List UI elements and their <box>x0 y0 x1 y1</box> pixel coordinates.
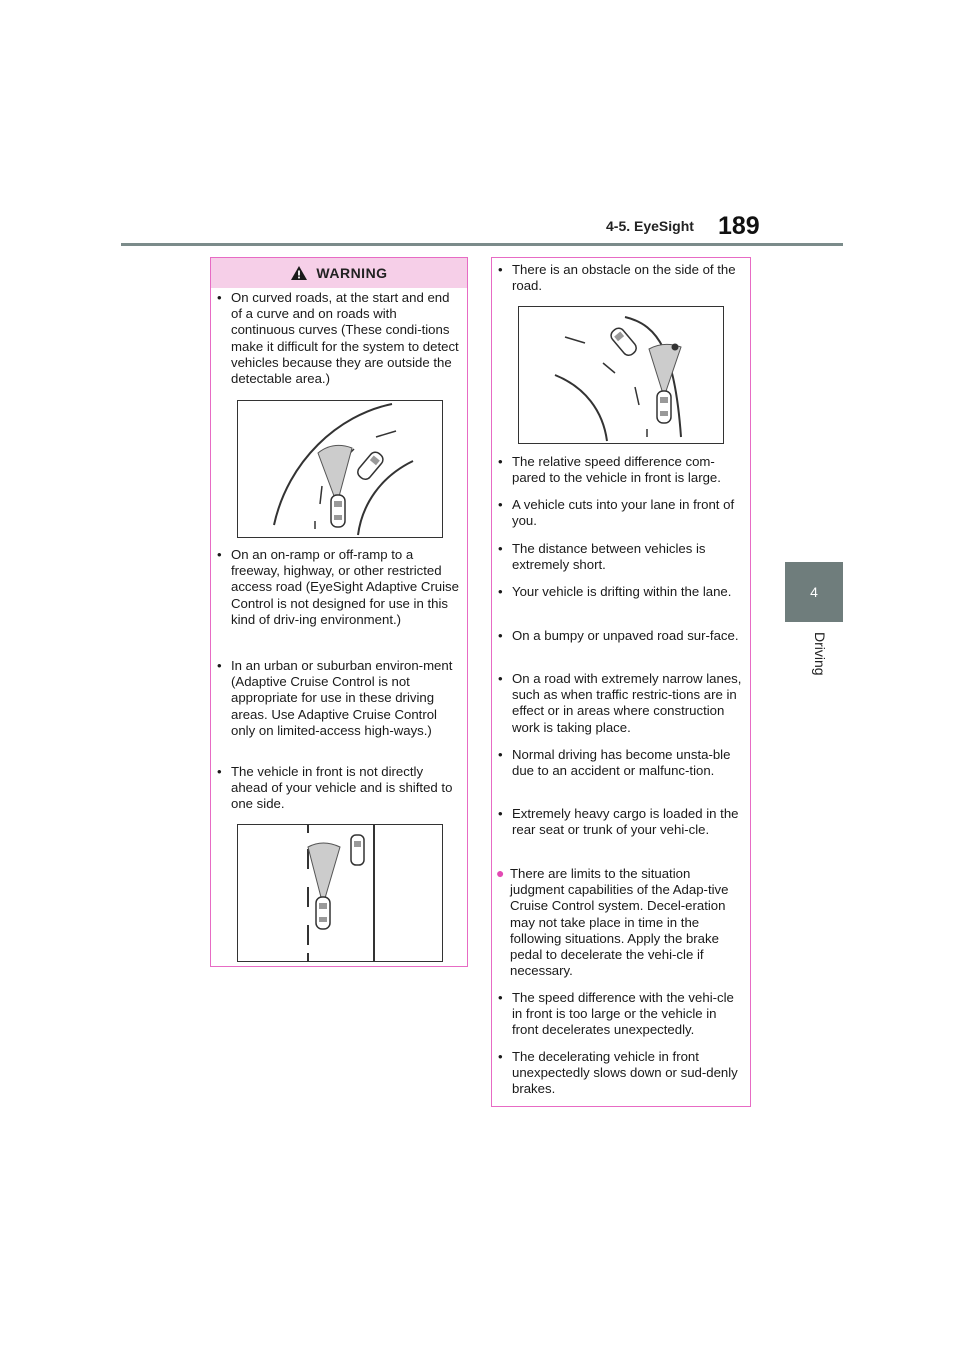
header-divider <box>121 243 843 246</box>
bullet: • <box>498 454 503 469</box>
condition-unstable-driving <box>498 747 746 779</box>
bullet: • <box>498 671 503 686</box>
condition-drifting <box>498 584 746 600</box>
item-text: On a bumpy or unpaved road sur-face. <box>512 628 739 643</box>
condition-sudden-braking <box>498 1049 746 1098</box>
warning-title: WARNING <box>316 265 388 281</box>
figure-shifted-vehicle <box>237 824 443 962</box>
bullet: • <box>498 541 503 556</box>
condition-obstacle <box>498 262 746 294</box>
item-text: There are limits to the situation judgment capabilities of the Adap-tive Cruise Control system. Decel-eration may not take place in time in the following situations. Apply the brake pedal to decelerate the vehi-cle if necessary. <box>510 866 729 979</box>
condition-speed-difference <box>498 990 746 1039</box>
item-text: Normal driving has become unsta-ble due to an accident or malfunc-tion. <box>512 747 731 779</box>
bullet: • <box>217 658 222 673</box>
bullet: • <box>498 990 503 1005</box>
item-text: Extremely heavy cargo is loaded in the rear seat or trunk of your vehi-cle. <box>512 806 739 838</box>
bullet: • <box>498 806 503 821</box>
condition-short-distance <box>498 541 746 573</box>
bullet: • <box>217 547 222 562</box>
bullet: • <box>217 290 222 305</box>
item-text: The distance between vehicles is extremely short. <box>512 541 706 573</box>
curved-road-illustration <box>238 401 442 537</box>
note-judgment-limits <box>496 866 746 979</box>
item-text: There is an obstacle on the side of the road. <box>512 262 736 294</box>
condition-heavy-cargo <box>498 806 746 838</box>
warning-header <box>211 258 467 288</box>
condition-bumpy-road <box>498 628 746 644</box>
figure-curved-road <box>237 400 443 538</box>
condition-cut-in <box>498 497 746 529</box>
item-text: The decelerating vehicle in front unexpectedly slows down or sud-denly brakes. <box>512 1049 738 1097</box>
condition-narrow-lanes <box>498 671 746 736</box>
item-text: The vehicle in front is not directly ahead of your vehicle and is shifted to one side. <box>231 764 453 812</box>
warning-item-on-ramp <box>217 547 463 628</box>
warning-item-urban <box>217 658 463 739</box>
circle-bullet-icon: ● <box>496 865 505 881</box>
page-number: 189 <box>718 212 760 240</box>
chapter-label: Driving <box>812 632 828 676</box>
item-text: Your vehicle is drifting within the lane. <box>512 584 732 599</box>
item-text: On a road with extremely narrow lanes, such as when traffic restric-tions are in effect or in areas where construction work is taking place. <box>512 671 742 735</box>
bullet: • <box>498 1049 503 1064</box>
warning-triangle-icon <box>290 265 308 281</box>
figure-road-obstacle <box>518 306 724 444</box>
warning-item-shifted-vehicle <box>217 764 463 813</box>
chapter-tab <box>785 562 843 622</box>
item-text: The relative speed difference com-pared to the vehicle in front is large. <box>512 454 721 486</box>
bullet: • <box>498 262 503 277</box>
item-text: A vehicle cuts into your lane in front of you. <box>512 497 735 529</box>
bullet: • <box>498 497 503 512</box>
condition-relative-speed <box>498 454 746 486</box>
bullet: • <box>217 764 222 779</box>
road-obstacle-illustration <box>519 307 723 443</box>
item-text: The speed difference with the vehi-cle in front is too large or the vehicle in front decelerates unexpectedly. <box>512 990 734 1038</box>
chapter-number: 4 <box>810 584 818 600</box>
section-title: 4-5. EyeSight <box>606 218 694 234</box>
item-text: On curved roads, at the start and end of a curve and on roads with continuous curves (These condi-tions make it difficult for the system to detect vehicles because they are outside the detectable area.) <box>231 290 459 387</box>
bullet: • <box>498 747 503 762</box>
item-text: In an urban or suburban environ-ment (Adaptive Cruise Control is not appropriate for use in these driving areas. Use Adaptive Cruise Control only on limited-access high-ways.) <box>231 658 453 738</box>
bullet: • <box>498 628 503 643</box>
warning-item-curved-roads <box>217 290 463 387</box>
shifted-vehicle-illustration <box>238 825 442 961</box>
bullet: • <box>498 584 503 599</box>
item-text: On an on-ramp or off-ramp to a freeway, highway, or other restricted access road (EyeSight Adaptive Cruise Control is not designed for use in this kind of driv-ing environment.) <box>231 547 459 627</box>
